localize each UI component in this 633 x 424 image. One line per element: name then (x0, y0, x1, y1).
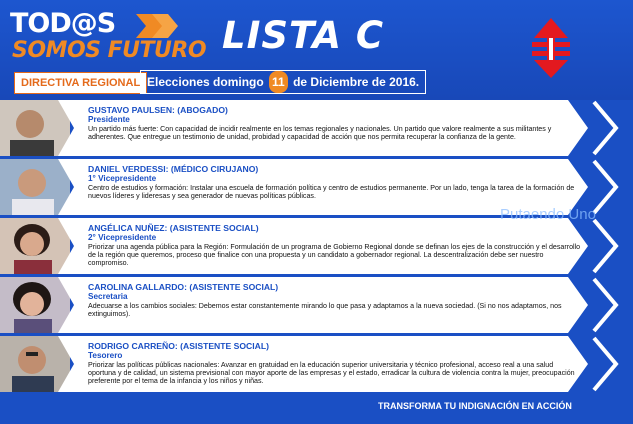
candidate-name: ANGÉLICA NUÑEZ: (ASISTENTE SOCIAL) (88, 223, 259, 233)
logo-top-text: TOD@S (10, 8, 116, 39)
candidate-description: Priorizar las políticas públicas nacionales: Avanzar en gratuidad en la educación superior universitaria y técnico profesional, acceso real a una salud oportuna y de calidad, un sistema previsional con mayor aporte de las empresas y el estado, erradicar la cultura de violencia contra la mujer, preocupación preferente por el tema de la infancia y los niños y niñas. (88, 361, 575, 385)
candidate-description: Adecuarse a los cambios sociales: Debemos estar constantemente mirando lo que pasa y adaptamos a la nueva sociedad. (Si no nos adaptamos, nos extinguimos). (88, 302, 562, 318)
candidate-description: Priorizar una agenda pública para la Región: Formulación de un programa de Gobierno Regional donde se definan los ejes de la construcción y el desarrollo de la región que queremos, proceso que finalice con una propuesta y un candidato a gobernador regional. La descentralización debe ser nuestro compromiso. (88, 243, 581, 267)
chevron-arrows-icon (136, 14, 180, 38)
candidate-role: 2° Vicepresidente (88, 233, 157, 242)
chevron-right-icon (590, 218, 630, 274)
todos-somos-futuro-logo (10, 8, 210, 66)
election-suffix: de Diciembre de 2016. (293, 75, 420, 89)
candidate-name: DANIEL VERDESSI: (MÉDICO CIRUJANO) (88, 164, 259, 174)
candidate-card-1 (58, 100, 590, 156)
candidate-role: Tesorero (88, 351, 123, 360)
election-date-banner (140, 70, 426, 94)
candidate-name: GUSTAVO PAULSEN: (ABOGADO) (88, 105, 228, 115)
candidate-role: Presidente (88, 115, 130, 124)
campaign-slogan: TRANSFORMA TU INDIGNACIÓN EN ACCIÓN (378, 401, 572, 411)
candidate-description: Un partido más fuerte: Con capacidad de incidir realmente en los temas regionales y nacionales. Un partido que valore realmente a sus militantes y adherentes. Que entregue un testimonio de unidad, probidad y capacidad de acción que nos permita recuperar la confianza de la gente. (88, 125, 552, 141)
watermark-text: Putaendo Uno (500, 206, 596, 223)
directiva-regional-badge: DIRECTIVA REGIONAL (14, 72, 147, 94)
candidate-row-5 (0, 336, 590, 392)
candidate-role: Secretaria (88, 292, 128, 301)
candidate-card-3 (58, 218, 590, 274)
candidate-name: RODRIGO CARREÑO: (ASISTENTE SOCIAL) (88, 341, 269, 351)
candidate-row-3 (0, 218, 590, 274)
list-title: LISTA C (222, 14, 385, 57)
candidate-row-4 (0, 277, 590, 333)
election-prefix: Elecciones domingo (147, 75, 264, 89)
candidate-name: CAROLINA GALLARDO: (ASISTENTE SOCIAL) (88, 282, 279, 292)
chevron-right-icon (590, 277, 630, 333)
candidate-card-4 (58, 277, 590, 333)
party-arrow-emblem-icon (530, 18, 572, 78)
chevron-right-icon (590, 159, 630, 215)
election-day-badge: 11 (269, 71, 288, 93)
chevron-right-icon (590, 100, 630, 156)
logo-bottom-text: SOMOS FUTURO (12, 38, 207, 63)
candidate-role: 1° Vicepresidente (88, 174, 157, 183)
chevron-right-icon (590, 336, 630, 392)
candidate-row-1 (0, 100, 590, 156)
candidate-card-5 (58, 336, 590, 392)
candidate-description: Centro de estudios y formación: Instalar una escuela de formación política y centro de estudios permanente. Por un lado, tenga la tarea de la formación de nuevos líderes y lideresas y sea generador de nuevas políticas públicas. (88, 184, 575, 200)
